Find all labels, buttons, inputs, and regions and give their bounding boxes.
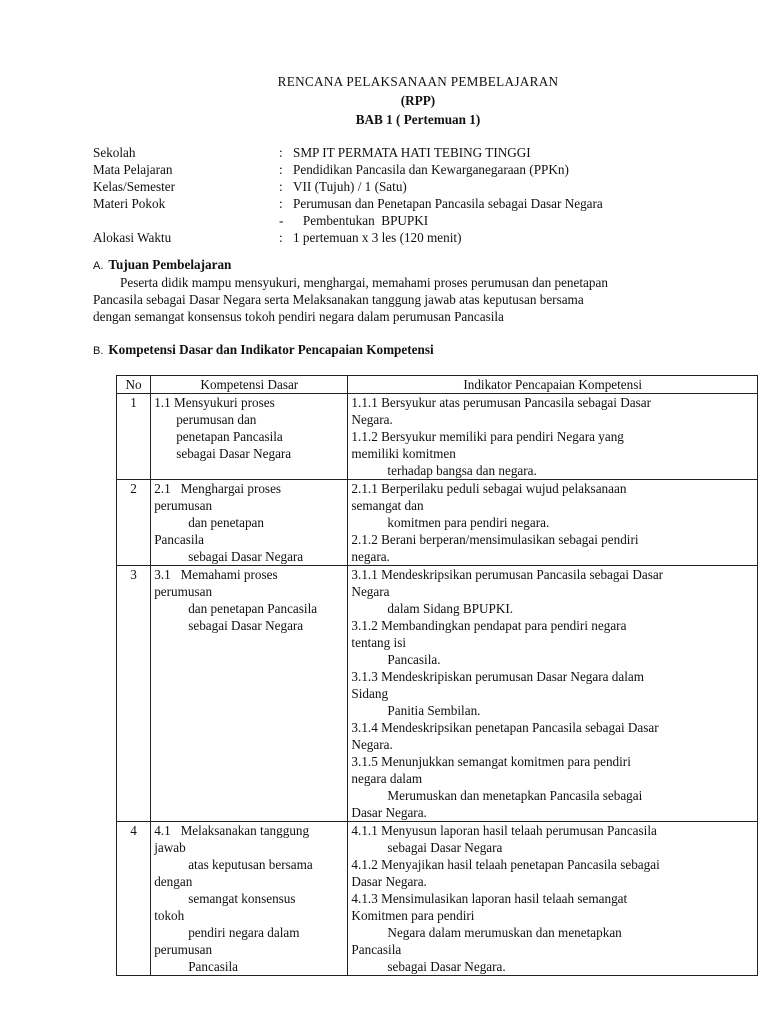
document-title: RENCANA PELAKSANAAN PEMBELAJARAN — [277, 74, 559, 89]
cell-line: Negara. — [351, 412, 393, 427]
identity-separator: : — [279, 145, 283, 160]
objective-paragraph — [93, 274, 713, 325]
cell-line: Pancasila — [188, 959, 239, 974]
cell-line: semangat dan — [351, 498, 424, 513]
cell-line: 2.1.1 Berperilaku peduli sebagai wujud pelaksanaan — [351, 481, 627, 496]
table-row — [117, 394, 758, 480]
row-number: 2 — [117, 480, 151, 566]
cell-line: 2.1.2 Berani berperan/mensimulasikan sebagai pendiri — [351, 532, 639, 547]
cell-line: pendiri negara dalam — [188, 925, 300, 940]
identity-separator: : — [279, 179, 283, 194]
cell-line: 2.1 Menghargai proses — [154, 481, 282, 496]
cell-line: 3.1.5 Menunjukkan semangat komitmen para pendiri — [351, 754, 631, 769]
cell-line: Pancasila. — [387, 652, 441, 667]
cell-line: negara. — [351, 549, 390, 564]
identity-separator: - — [279, 213, 284, 228]
cell-line: dan penetapan Pancasila — [188, 601, 318, 616]
cell-line: perumusan — [154, 942, 213, 957]
cell-line: 3.1 Memahami proses — [154, 567, 278, 582]
identity-row — [93, 212, 603, 229]
cell-line: Dasar Negara. — [351, 805, 427, 820]
cell-line: 1.1 Mensyukuri proses — [154, 395, 275, 410]
section-b-title: Kompetensi Dasar dan Indikator Pencapaian Kompetensi — [108, 342, 434, 357]
cell-line: negara dalam — [351, 771, 423, 786]
document-subtitle: (RPP) — [400, 93, 436, 108]
column-header-kd: Kompetensi Dasar — [151, 376, 348, 394]
cell-line: sebagai Dasar Negara — [176, 446, 292, 461]
identity-block — [93, 144, 603, 246]
table-row — [117, 566, 758, 822]
identity-row — [93, 229, 603, 246]
cell-line: perumusan — [154, 584, 213, 599]
section-b-heading — [93, 342, 434, 358]
section-a-heading — [93, 257, 231, 273]
identity-row — [93, 161, 603, 178]
indicator-cell — [348, 394, 758, 480]
cell-line: Pancasila — [351, 942, 402, 957]
identity-label — [93, 212, 279, 229]
row-number: 4 — [117, 822, 151, 976]
document-header — [0, 72, 768, 129]
cell-line: Dasar Negara. — [351, 874, 427, 889]
column-header-indicator: Indikator Pencapaian Kompetensi — [348, 376, 758, 394]
cell-line: 4.1.3 Mensimulasikan laporan hasil telaah semangat — [351, 891, 628, 906]
cell-line: penetapan Pancasila — [176, 429, 283, 444]
identity-row — [93, 195, 603, 212]
column-header-no: No — [117, 376, 151, 394]
competency-table — [116, 375, 758, 976]
indicator-cell — [348, 566, 758, 822]
indicator-cell — [348, 822, 758, 976]
identity-value: 1 pertemuan x 3 les (120 menit) — [293, 230, 462, 245]
cell-line: semangat konsensus — [188, 891, 296, 906]
competency-cell — [151, 566, 348, 822]
cell-line: jawab — [154, 840, 186, 855]
cell-line: sebagai Dasar Negara — [387, 840, 503, 855]
cell-line: 1.1.2 Bersyukur memiliki para pendiri Negara yang — [351, 429, 624, 444]
cell-line: komitmen para pendiri negara. — [387, 515, 550, 530]
cell-line: Negara dalam merumuskan dan menetapkan — [387, 925, 622, 940]
cell-line: memiliki komitmen — [351, 446, 456, 461]
cell-line: sebagai Dasar Negara — [188, 549, 304, 564]
cell-line: 3.1.3 Mendeskripiskan perumusan Dasar Negara dalam — [351, 669, 645, 684]
cell-line: Merumuskan dan menetapkan Pancasila sebagai — [387, 788, 643, 803]
row-number: 3 — [117, 566, 151, 822]
cell-line: 4.1.2 Menyajikan hasil telaah penetapan Pancasila sebagai — [351, 857, 660, 872]
cell-line: dalam Sidang BPUPKI. — [387, 601, 514, 616]
chapter-heading: BAB 1 ( Pertemuan 1) — [355, 112, 481, 127]
cell-line: Panitia Sembilan. — [387, 703, 481, 718]
identity-separator: : — [279, 230, 283, 245]
cell-line: 3.1.2 Membandingkan pendapat para pendiri negara — [351, 618, 627, 633]
competency-cell — [151, 480, 348, 566]
cell-line: 4.1.1 Menyusun laporan hasil telaah perumusan Pancasila — [351, 823, 657, 838]
cell-line: 3.1.4 Mendeskripsikan penetapan Pancasila sebagai Dasar — [351, 720, 659, 735]
objective-line-text: Peserta didik mampu mensyukuri, menghargai, memahami proses perumusan dan penetapan — [120, 275, 608, 290]
cell-line: Sidang — [351, 686, 389, 701]
indicator-cell — [348, 480, 758, 566]
identity-separator: : — [279, 162, 283, 177]
objective-line: dengan semangat konsensus tokoh pendiri negara dalam perumusan Pancasila — [93, 309, 504, 324]
cell-line: sebagai Dasar Negara — [188, 618, 304, 633]
identity-label: Alokasi Waktu — [93, 230, 172, 245]
objective-line: Pancasila sebagai Dasar Negara serta Melaksanakan tanggung jawab atas keputusan bersama — [93, 292, 584, 307]
cell-line: terhadap bangsa dan negara. — [387, 463, 537, 478]
cell-line: sebagai Dasar Negara. — [387, 959, 506, 974]
cell-line: Pancasila — [154, 532, 205, 547]
cell-line: perumusan dan — [176, 412, 257, 427]
cell-line: 4.1 Melaksanakan tanggung — [154, 823, 310, 838]
identity-value: Pendidikan Pancasila dan Kewarganegaraan (PPKn) — [293, 162, 569, 177]
identity-label: Mata Pelajaran — [93, 162, 173, 177]
identity-value: Pembentukan BPUPKI — [293, 213, 429, 228]
identity-row — [93, 144, 603, 161]
cell-line: tentang isi — [351, 635, 406, 650]
identity-value: Perumusan dan Penetapan Pancasila sebagai Dasar Negara — [293, 196, 603, 211]
cell-line: dan penetapan — [188, 515, 264, 530]
identity-label: Kelas/Semester — [93, 179, 176, 194]
cell-line: Negara. — [351, 737, 393, 752]
identity-value: SMP IT PERMATA HATI TEBING TINGGI — [293, 145, 531, 160]
identity-separator: : — [279, 196, 283, 211]
row-number: 1 — [117, 394, 151, 480]
cell-line: 3.1.1 Mendeskripsikan perumusan Pancasila sebagai Dasar — [351, 567, 664, 582]
table-header-row — [117, 376, 758, 394]
identity-value: VII (Tujuh) / 1 (Satu) — [293, 179, 407, 194]
cell-line: 1.1.1 Bersyukur atas perumusan Pancasila sebagai Dasar — [351, 395, 651, 410]
section-a-letter: A. — [93, 260, 104, 272]
cell-line: atas keputusan bersama — [188, 857, 313, 872]
cell-line: perumusan — [154, 498, 213, 513]
competency-cell — [151, 394, 348, 480]
section-b-letter: B. — [93, 345, 104, 357]
section-a-title: Tujuan Pembelajaran — [108, 257, 232, 272]
cell-line: tokoh — [154, 908, 185, 923]
cell-line: Komitmen para pendiri — [351, 908, 475, 923]
identity-label: Sekolah — [93, 145, 136, 160]
competency-cell — [151, 822, 348, 976]
identity-row — [93, 178, 603, 195]
table-row — [117, 480, 758, 566]
table-row — [117, 822, 758, 976]
identity-label: Materi Pokok — [93, 196, 166, 211]
cell-line: Negara — [351, 584, 390, 599]
objective-line — [93, 274, 713, 291]
cell-line: dengan — [154, 874, 193, 889]
